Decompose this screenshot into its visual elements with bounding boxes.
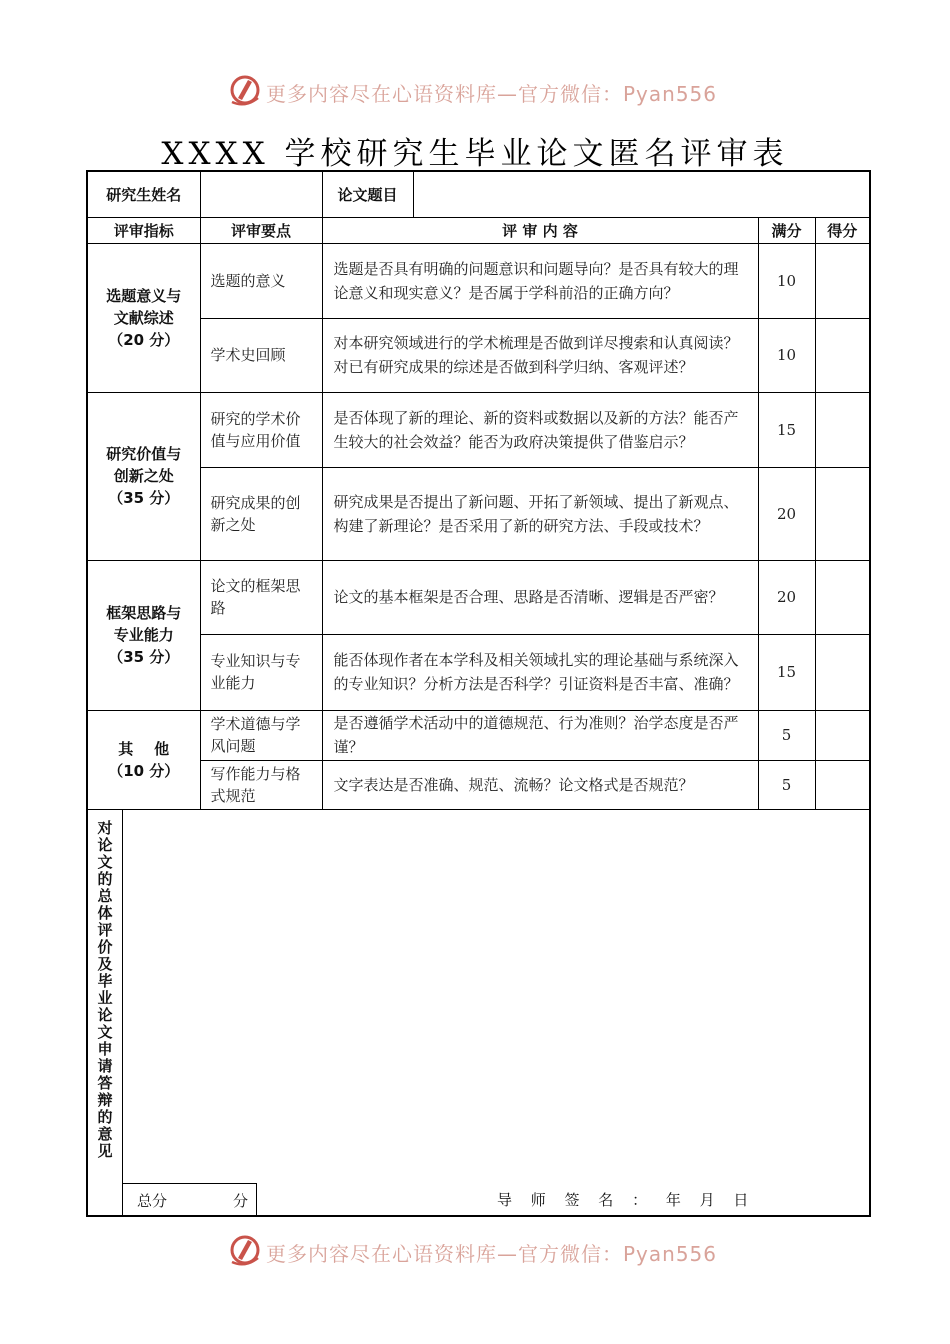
full-score: 5: [758, 710, 815, 760]
comments-row: [87, 809, 870, 1216]
section-title: 框架思路与 专业能力 （35 分）: [87, 560, 200, 710]
section-title: 选题意义与 文献综述 （20 分）: [87, 243, 200, 392]
review-form-table: [86, 170, 871, 1217]
score-input[interactable]: [815, 710, 870, 760]
review-content: 是否遵循学术活动中的道德规范、行为准则？治学态度是否严谨？: [322, 710, 758, 760]
full-score: 15: [758, 392, 815, 467]
watermark-top: [0, 72, 950, 112]
header-content: 评 审 内 容: [322, 217, 758, 243]
thesis-topic-value[interactable]: [413, 171, 870, 217]
score-input[interactable]: [815, 243, 870, 318]
table-row: [87, 318, 870, 392]
table-row: [87, 243, 870, 318]
score-input[interactable]: [815, 760, 870, 809]
watermark-text: 更多内容尽在心语资料库—官方微信：Pyan556: [266, 1242, 718, 1266]
review-point: 学术史回顾: [200, 318, 322, 392]
table-row: [87, 392, 870, 467]
review-content: 是否体现了新的理论、新的资料或数据以及新的方法？能否产生较大的社会效益？能否为政府决策提供了借鉴启示？: [322, 392, 758, 467]
comments-cell: [87, 809, 870, 1216]
student-name-value[interactable]: [200, 171, 322, 217]
review-content: 研究成果是否提出了新问题、开拓了新领域、提出了新观点、构建了新理论？是否采用了新的研究方法、手段或技术？: [322, 467, 758, 560]
table-row: [87, 560, 870, 634]
review-point: 专业知识与专业能力: [200, 634, 322, 710]
section-title: 研究价值与 创新之处 （35 分）: [87, 392, 200, 560]
review-point: 论文的框架思路: [200, 560, 322, 634]
header-score: 得分: [815, 217, 870, 243]
student-name-label: 研究生姓名: [87, 171, 200, 217]
review-content: 能否体现作者在本学科及相关领域扎实的理论基础与系统深入的专业知识？分析方法是否科学？引证资料是否丰富、准确？: [322, 634, 758, 710]
header-point: 评审要点: [200, 217, 322, 243]
page-title: XXXX 学校研究生毕业论文匿名评审表: [161, 136, 789, 172]
table-row: [87, 710, 870, 760]
comments-textarea[interactable]: [123, 810, 869, 1182]
review-point: 选题的意义: [200, 243, 322, 318]
table-row: [87, 634, 870, 710]
review-content: 选题是否具有明确的问题意识和问题导向？是否具有较大的理论意义和现实意义？是否属于学科前沿的正确方向？: [322, 243, 758, 318]
comments-label: 对 论 文 的 总 体 评 价 及 毕 业 论 文 申 请 答 辩 的 意 见: [97, 818, 113, 1160]
total-score-field[interactable]: [123, 1183, 257, 1215]
score-input[interactable]: [815, 634, 870, 710]
review-content: 文字表达是否准确、规范、流畅？论文格式是否规范？: [322, 760, 758, 809]
header-full-score: 满分: [758, 217, 815, 243]
full-score: 5: [758, 760, 815, 809]
score-input[interactable]: [815, 318, 870, 392]
header-indicator: 评审指标: [87, 217, 200, 243]
full-score: 20: [758, 560, 815, 634]
score-input[interactable]: [815, 467, 870, 560]
review-content: 对本研究领域进行的学术梳理是否做到详尽搜索和认真阅读？对已有研究成果的综述是否做到科学归纳、客观评述？: [322, 318, 758, 392]
full-score: 10: [758, 318, 815, 392]
full-score: 10: [758, 243, 815, 318]
watermark-bottom: [0, 1232, 950, 1272]
review-point: 研究的学术价值与应用价值: [200, 392, 322, 467]
section-title: 其 他 （10 分）: [87, 710, 200, 809]
score-input[interactable]: [815, 560, 870, 634]
full-score: 15: [758, 634, 815, 710]
review-content: 论文的基本框架是否合理、思路是否清晰、逻辑是否严密？: [322, 560, 758, 634]
logo-icon: [228, 72, 262, 110]
info-row: [87, 171, 870, 217]
score-input[interactable]: [815, 392, 870, 467]
total-score-label: 总分: [137, 1191, 168, 1210]
total-row: [123, 1183, 869, 1215]
header-row: [87, 217, 870, 243]
logo-icon: [228, 1232, 262, 1270]
review-point: 研究成果的创新之处: [200, 467, 322, 560]
watermark-text: 更多内容尽在心语资料库—官方微信：Pyan556: [266, 82, 718, 106]
table-row: [87, 467, 870, 560]
review-point: 写作能力与格式规范: [200, 760, 322, 809]
thesis-topic-label: 论文题目: [322, 171, 413, 217]
table-row: [87, 760, 870, 809]
review-point: 学术道德与学风问题: [200, 710, 322, 760]
total-score-unit: 分: [233, 1191, 249, 1210]
full-score: 20: [758, 467, 815, 560]
advisor-signature: 导 师 签 名 ： 年 月 日: [497, 1190, 756, 1209]
comments-label-cell: [88, 810, 123, 1215]
